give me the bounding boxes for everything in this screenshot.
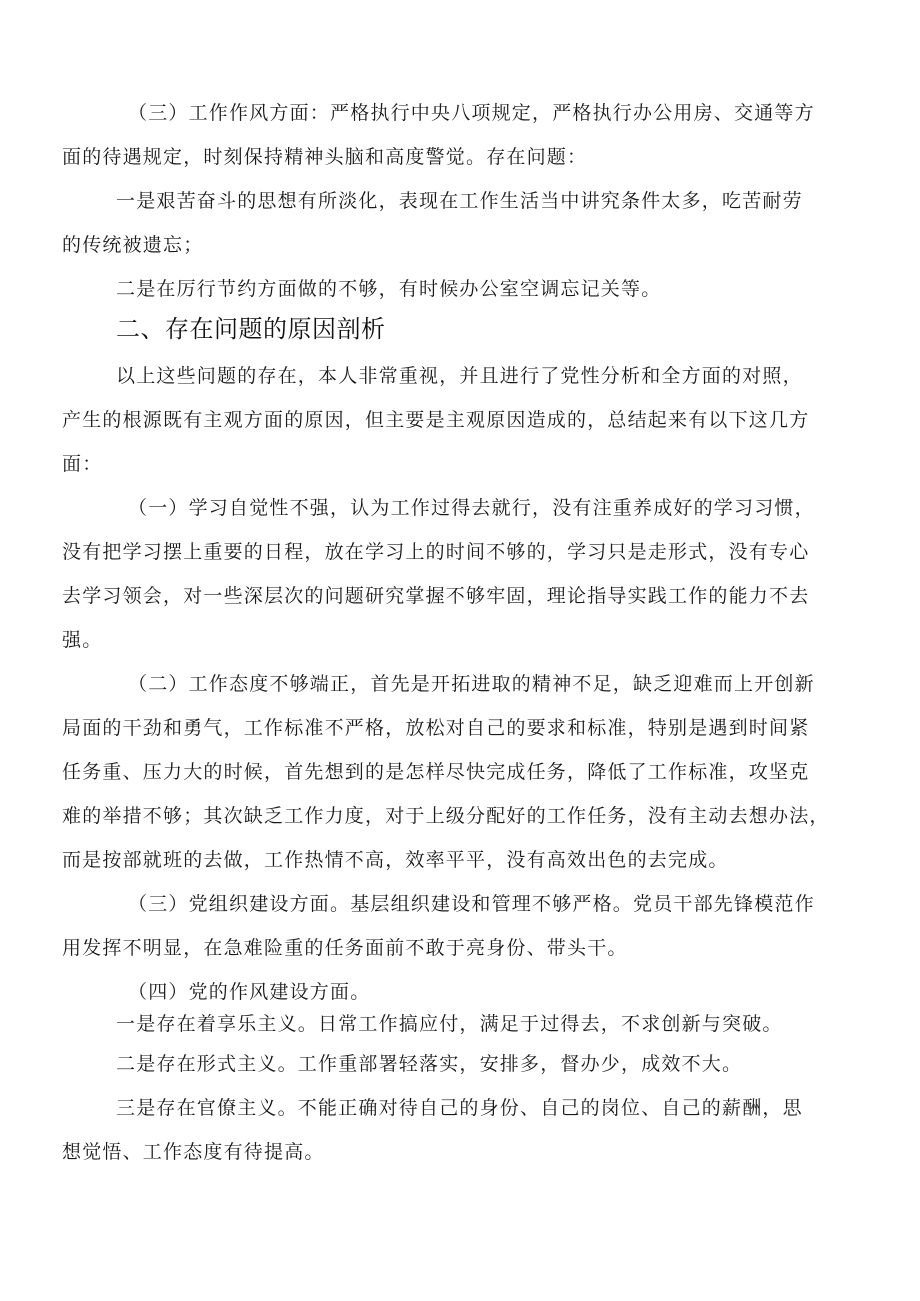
p4-line-3: 二是存在形式主义。工作重部署轻落实，安排多，督办少，成效不大。 [116,1053,743,1075]
p4-line-2: 一是存在着享乐主义。日常工作搞应付，满足于过得去，不求创新与突破。 [116,1013,783,1035]
intro-line-2: 产生的根源既有主观方面的原因，但主要是主观原因造成的，总结起来有以下这几方 [62,409,810,431]
p4-line-4: 三是存在官僚主义。不能正确对待自己的身份、自己的岗位、自己的薪酬，思 [116,1097,803,1119]
p2-line-4: 难的举措不够；其次缺乏工作力度，对于上级分配好的工作任务，没有主动去想办法， [62,805,830,827]
work-style-line-4: 的传统被遗忘； [62,234,204,256]
p2-line-3: 任务重、压力大的时候，首先想到的是怎样尽快完成任务，降低了工作标准，攻坚克 [62,761,810,783]
work-style-line-1: （三）工作作风方面：严格执行中央八项规定，严格执行办公用房、交通等方 [128,102,815,124]
p2-line-1: （二）工作态度不够端正，首先是开拓进取的精神不足，缺乏迎难而上开创新 [128,673,815,695]
intro-line-1: 以上这些问题的存在，本人非常重视，并且进行了党性分析和全方面的对照， [116,365,803,387]
p2-line-2: 局面的干劲和勇气，工作标准不严格，放松对自己的要求和标准，特别是遇到时间紧 [62,717,810,739]
p1-line-1: （一）学习自觉性不强，认为工作过得去就行，没有注重养成好的学习习惯， [128,497,815,519]
p1-line-4: 强。 [62,629,103,651]
p3-line-2: 用发挥不明显，在急难险重的任务面前不敢于亮身份、带头干。 [62,937,628,959]
intro-line-3: 面： [62,453,103,475]
work-style-line-2: 面的待遇规定，时刻保持精神头脑和高度警觉。存在问题： [62,146,588,168]
p2-line-5: 而是按部就班的去做，工作热情不高，效率平平，没有高效出色的去完成。 [62,849,729,871]
p4-line-5: 想觉悟、工作态度有待提高。 [62,1141,325,1163]
section-heading: 二、存在问题的原因剖析 [116,315,386,343]
work-style-line-5: 二是在厉行节约方面做的不够，有时候办公室空调忘记关等。 [116,278,662,300]
work-style-line-3: 一是艰苦奋斗的思想有所淡化，表现在工作生活当中讲究条件太多，吃苦耐劳 [116,190,803,212]
p1-line-3: 去学习领会，对一些深层次的问题研究掌握不够牢固，理论指导实践工作的能力不去 [62,585,810,607]
p3-line-1: （三）党组织建设方面。基层组织建设和管理不够严格。党员干部先锋模范作 [128,893,815,915]
p4-line-1: （四）党的作风建设方面。 [128,981,371,1003]
p1-line-2: 没有把学习摆上重要的日程，放在学习上的时间不够的，学习只是走形式，没有专心 [62,541,810,563]
